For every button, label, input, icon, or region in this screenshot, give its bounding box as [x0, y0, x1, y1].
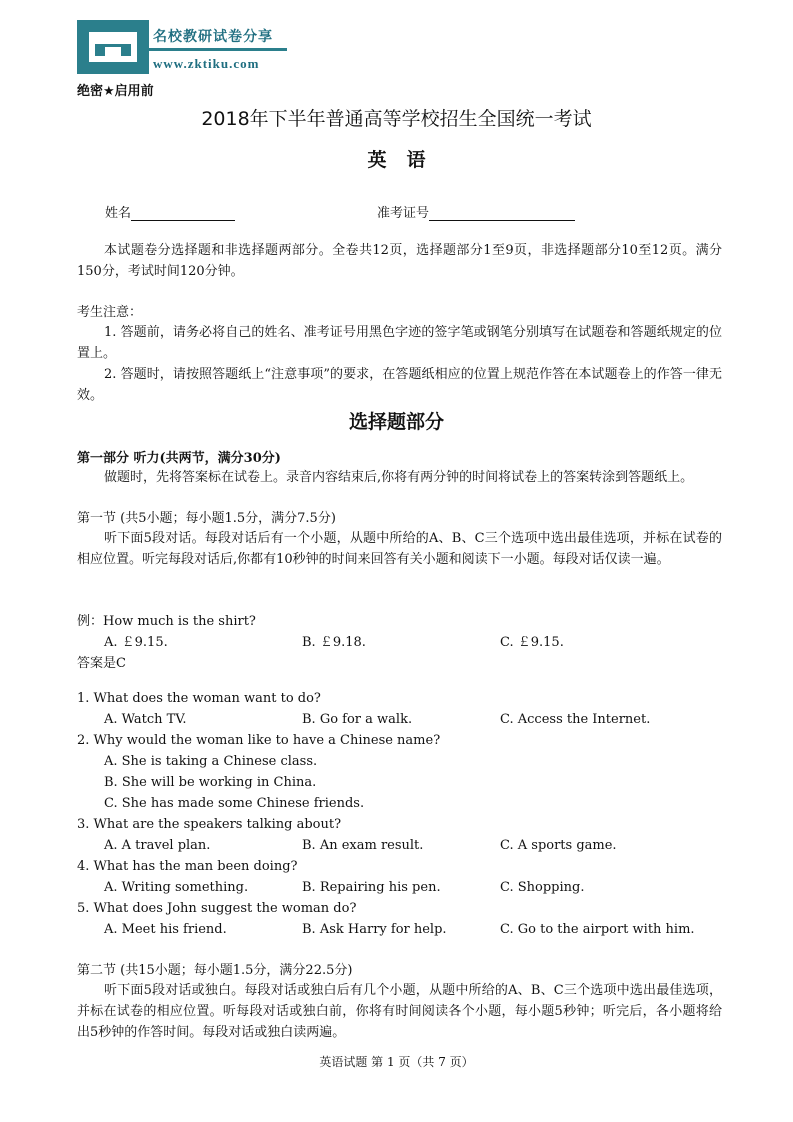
question-4: 4. What has the man been doing? — [77, 859, 298, 874]
secret-label: 绝密★启用前 — [77, 84, 154, 99]
q2-option-a: A. She is taking a Chinese class. — [104, 754, 318, 769]
part1-title: 第一部分 听力(共两节，满分30分) — [77, 451, 281, 466]
name-blank — [131, 206, 235, 221]
example-answer: 答案是C — [77, 656, 126, 671]
q2-option-c: C. She has made some Chinese friends. — [104, 796, 365, 811]
exam-title: 2018年下半年普通高等学校招生全国统一考试 — [201, 108, 592, 130]
q4-option-b: B. Repairing his pen. — [302, 880, 441, 895]
name-label: 姓名 — [105, 206, 132, 221]
q5-option-a: A. Meet his friend. — [104, 922, 227, 937]
q1-option-c: C. Access the Internet. — [500, 712, 651, 727]
q4-option-c: C. Shopping. — [500, 880, 585, 895]
example-option-c: C. ￡9.15. — [500, 635, 564, 650]
id-field — [377, 202, 575, 221]
example-option-a: A. ￡9.15. — [104, 635, 168, 650]
q2-option-b: B. She will be working in China. — [104, 775, 317, 790]
example-question: 例：How much is the shirt? — [77, 614, 256, 629]
q3-option-a: A. A travel plan. — [104, 838, 211, 853]
q3-option-c: C. A sports game. — [500, 838, 617, 853]
logo-icon — [77, 20, 149, 74]
q5-option-b: B. Ask Harry for help. — [302, 922, 447, 937]
notice-item-1: 1. 答题前，请务必将自己的姓名、准考证号用黑色字迹的签字笔或钢笔分别填写在试题卷和答题纸规定的位置上。 — [77, 325, 722, 361]
sec1-instruction: 听下面5段对话。每段对话后有一个小题，从题中所给的A、B、C三个选项中选出最佳选项，并标在试卷的相应位置。听完每段对话后,你都有10秒钟的时间来回答有关小题和阅读下一小题。每段对话仅读一遍。 — [77, 531, 722, 567]
notice-item-2: 2. 答题时，请按照答题纸上“注意事项”的要求，在答题纸相应的位置上规范作答在本试题卷上的作答一律无效。 — [77, 367, 722, 403]
q1-option-b: B. Go for a walk. — [302, 712, 413, 727]
logo — [77, 20, 287, 74]
example-option-b: B. ￡9.18. — [302, 635, 366, 650]
part1-instruction: 做题时，先将答案标在试卷上。录音内容结束后,你将有两分钟的时间将试卷上的答案转涂到答题纸上。 — [104, 470, 694, 485]
page-footer: 英语试题 第 1 页（共 7 页） — [319, 1055, 474, 1069]
sec2-title: 第二节 (共15小题；每小题1.5分，满分22.5分) — [77, 963, 353, 978]
question-2: 2. Why would the woman like to have a Chinese name? — [77, 733, 441, 748]
q3-option-b: B. An exam result. — [302, 838, 424, 853]
intro-paragraph: 本试题卷分选择题和非选择题两部分。全卷共12页，选择题部分1至9页，非选择题部分10至12页。满分150分，考试时间120分钟。 — [77, 243, 722, 279]
id-blank — [429, 206, 575, 221]
name-field — [105, 202, 235, 221]
notice-heading: 考生注意： — [77, 305, 143, 320]
q5-option-c: C. Go to the airport with him. — [500, 922, 695, 937]
sec1-title: 第一节 (共5小题；每小题1.5分，满分7.5分) — [77, 511, 336, 526]
question-1: 1. What does the woman want to do? — [77, 691, 321, 706]
question-3: 3. What are the speakers talking about? — [77, 817, 342, 832]
q4-option-a: A. Writing something. — [104, 880, 249, 895]
id-label: 准考证号 — [377, 206, 430, 221]
logo-brand: 名校教研试卷分享 — [153, 29, 273, 45]
logo-url: www.zktiku.com — [153, 56, 260, 71]
subject-title: 英语 — [367, 149, 446, 171]
section-title: 选择题部分 — [348, 411, 444, 433]
question-5: 5. What does John suggest the woman do? — [77, 901, 357, 916]
q1-option-a: A. Watch TV. — [104, 712, 187, 727]
sec2-instruction: 听下面5段对话或独白。每段对话或独白后有几个小题，从题中所给的A、B、C三个选项中选出最佳选项，并标在试卷的相应位置。听每段对话或独白前，你将有时间阅读各个小题，每小题5秒钟；听完后，各小题将给出5秒钟的作答时间。每段对话或独白读两遍。 — [77, 983, 722, 1040]
